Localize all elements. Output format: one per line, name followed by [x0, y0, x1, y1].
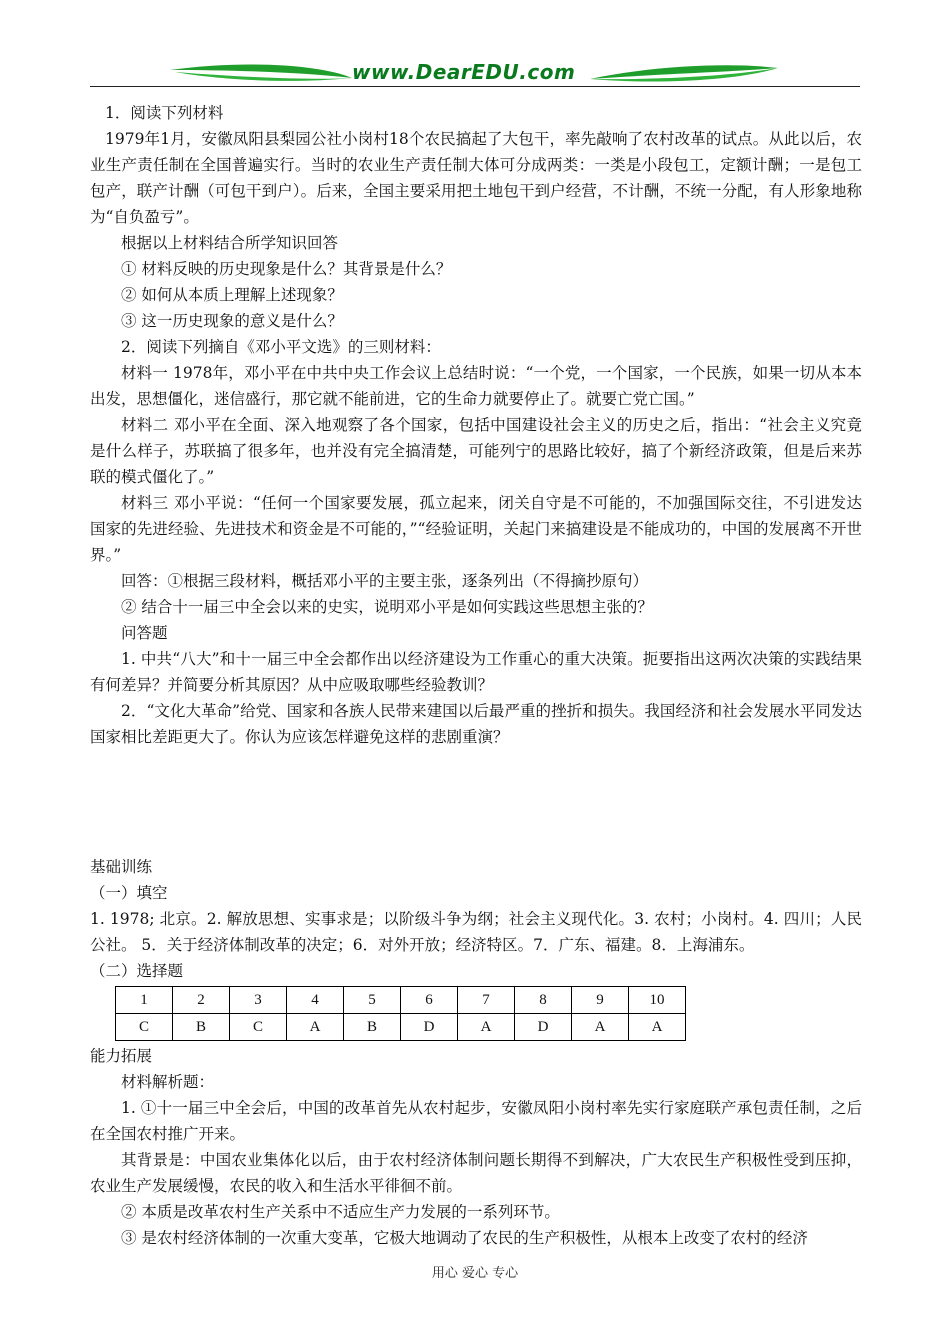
- choice-number-cell: 4: [287, 987, 344, 1014]
- choice-title: （二）选择题: [90, 962, 184, 980]
- qa-question-2: 2．“文化大革命”给党、国家和各族人民带来建国以后最严重的挫折和损失。我国经济和社会发展水平同发达国家相比差距更大了。你认为应该怎样避免这样的悲剧重演？: [90, 702, 862, 746]
- choice-number-cell: 7: [458, 987, 515, 1014]
- choice-number-cell: 3: [230, 987, 287, 1014]
- choice-answer-cell: A: [287, 1014, 344, 1041]
- choice-number-cell: 9: [572, 987, 629, 1014]
- left-leaf-swoosh: [170, 64, 352, 78]
- document-body: [90, 100, 862, 1251]
- analysis-answer-3: ③ 是农村经济体制的一次重大变革，它极大地调动了农民的生产积极性，从根本上改变了农村的经济: [121, 1229, 808, 1247]
- basic-training-title: 基础训练: [90, 858, 153, 876]
- q1-item-2: ② 如何从本质上理解上述现象？: [121, 286, 343, 304]
- choice-number-cell: 6: [401, 987, 458, 1014]
- analysis-title: 材料解析题：: [121, 1073, 215, 1091]
- q2-material-3: 材料三 邓小平说：“任何一个国家要发展，孤立起来，闭关自守是不可能的，不加强国际交往，不引进发达国家的先进经验、先进技术和资金是不可能的，”“经验证明，关起门来搞建设是不能成功的，中国的发展离不开世界。”: [90, 494, 862, 564]
- q1-material: 1979年1月，安徽凤阳县梨园公社小岗村18个农民搞起了大包干，率先敲响了农村改革的试点。从此以后，农业生产责任制在全国普遍实行。当时的农业生产责任制大体可分成两类：一类是小段包工，定额计酬；一是包工包产，联产计酬（可包干到户）。后来，全国主要采用把土地包干到户经营，不计酬，不统一分配，有人形象地称为“自负盈亏”。: [90, 130, 862, 226]
- choice-answer-cell: A: [629, 1014, 686, 1041]
- choice-answer-row: [116, 1014, 686, 1041]
- choice-answer-cell: A: [458, 1014, 515, 1041]
- section-spacer: [90, 750, 862, 854]
- q1-prompt: 根据以上材料结合所学知识回答: [121, 234, 339, 252]
- header-divider: [90, 86, 860, 87]
- choice-answer-cell: B: [173, 1014, 230, 1041]
- q2-answer-b: ② 结合十一届三中全会以来的史实，说明邓小平是如何实践这些思想主张的？: [121, 598, 653, 616]
- q2-material-1: 材料一 1978年，邓小平在中共中央工作会议上总结时说：“一个党，一个国家，一个民族，如果一切从本本出发，思想僵化，迷信盛行，那它就不能前进，它的生命力就要停止了。就要亡党亡国。”: [90, 364, 862, 408]
- choice-number-cell: 5: [344, 987, 401, 1014]
- analysis-answer-1: 1. ①十一届三中全会后，中国的改革首先从农村起步，安徽凤阳小岗村率先实行家庭联产承包责任制，之后在全国农村推广开来。: [90, 1099, 862, 1143]
- choice-answer-table: [115, 986, 686, 1041]
- choice-number-cell: 1: [116, 987, 173, 1014]
- choice-number-cell: 10: [629, 987, 686, 1014]
- choice-answer-cell: B: [344, 1014, 401, 1041]
- q1-title: 1．阅读下列材料: [105, 104, 224, 122]
- q1-item-1: ① 材料反映的历史现象是什么？其背景是什么？: [121, 260, 452, 278]
- fill-blank-title: （一）填空: [90, 884, 168, 902]
- choice-answer-cell: C: [230, 1014, 287, 1041]
- choice-answer-cell: A: [572, 1014, 629, 1041]
- qa-title: 问答题: [121, 624, 168, 642]
- choice-number-cell: 2: [173, 987, 230, 1014]
- choice-answer-cell: D: [515, 1014, 572, 1041]
- page-footer: 用心 爱心 专心: [431, 1266, 519, 1281]
- q2-title: 2．阅读下列摘自《邓小平文选》的三则材料：: [121, 338, 441, 356]
- fill-blank-answers: 1. 1978; 北京。2. 解放思想、实事求是；以阶级斗争为纲；社会主义现代化。3. 农村；小岗村。4. 四川；人民公社。 5．关于经济体制改革的决定；6．对外开放；经济特区。7．广东、福建。8．上海浦东。: [90, 910, 862, 954]
- choice-number-cell: 8: [515, 987, 572, 1014]
- analysis-answer-2: ② 本质是改革农村生产关系中不适应生产力发展的一系列环节。: [121, 1203, 560, 1221]
- choice-answer-cell: C: [116, 1014, 173, 1041]
- qa-question-1: 1. 中共“八大”和十一届三中全会都作出以经济建设为工作重心的重大决策。扼要指出这两次决策的实践结果有何差异？并简要分析其原因？从中应吸取哪些经验教训？: [90, 650, 862, 694]
- q2-answer-a: 回答：①根据三段材料，概括邓小平的主要主张，逐条列出（不得摘抄原句）: [121, 572, 649, 590]
- choice-answer-cell: D: [401, 1014, 458, 1041]
- site-logo-text: www.DearEDU.com: [352, 60, 576, 84]
- ability-title: 能力拓展: [90, 1047, 153, 1065]
- q1-item-3: ③ 这一历史现象的意义是什么？: [121, 312, 343, 330]
- q2-material-2: 材料二 邓小平在全面、深入地观察了各个国家，包括中国建设社会主义的历史之后，指出：“社会主义究竟是什么样子，苏联搞了很多年，也并没有完全搞清楚，可能列宁的思路比较好，搞了个新经济政策，但是后来苏联的模式僵化了。”: [90, 416, 862, 486]
- analysis-answer-1-background: 其背景是：中国农业集体化以后，由于农村经济体制问题长期得不到解决，广大农民生产积极性受到压抑，农业生产发展缓慢，农民的收入和生活水平徘徊不前。: [90, 1151, 862, 1195]
- choice-number-row: [116, 987, 686, 1014]
